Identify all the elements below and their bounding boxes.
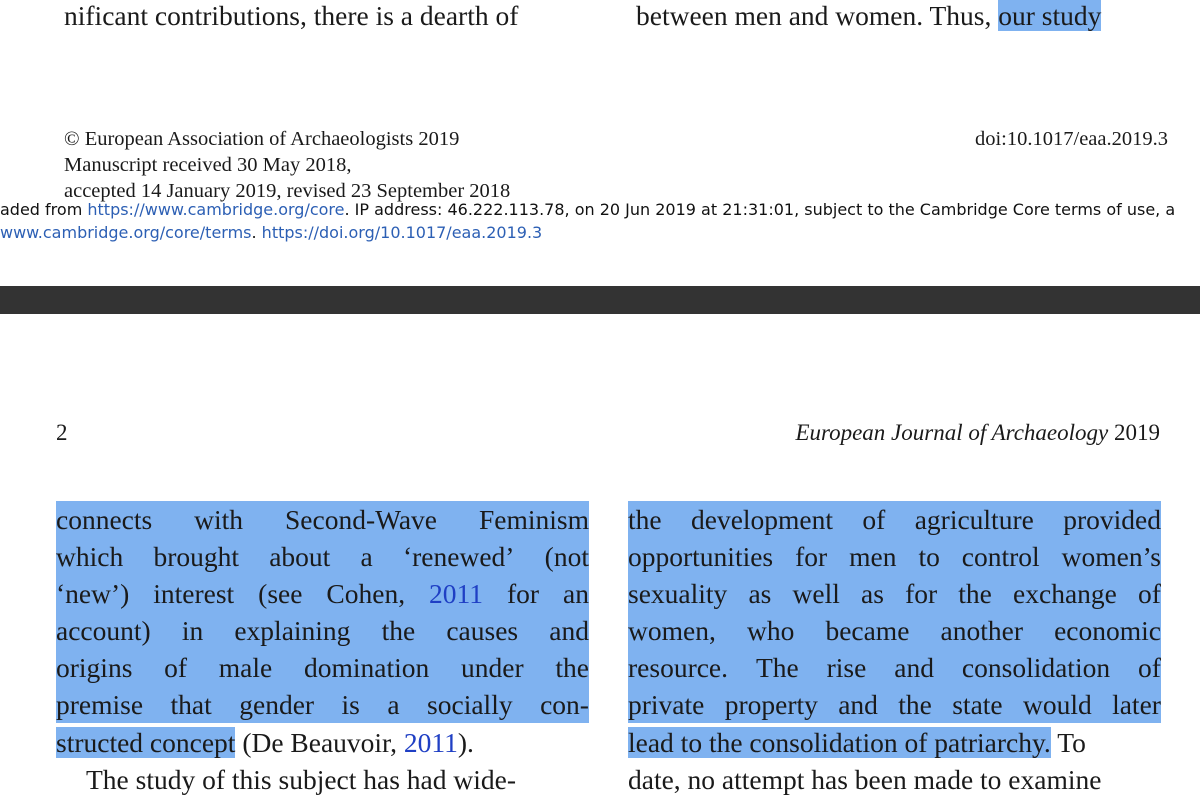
word: connects: [56, 504, 153, 535]
text-line[interactable]: [56, 649, 589, 686]
running-head: [795, 418, 1160, 448]
word: of: [164, 652, 188, 683]
text-line[interactable]: [628, 612, 1161, 649]
word: explaining: [234, 615, 351, 646]
word: male: [218, 652, 273, 683]
word: (not: [544, 541, 589, 572]
word: Feminism: [478, 504, 589, 535]
selected-text[interactable]: our study: [998, 0, 1102, 31]
page-number: 2: [56, 420, 68, 445]
copyright-notice: © European Association of Archaeologists 2019: [64, 128, 460, 150]
citation-close: ).: [457, 727, 474, 758]
text-line[interactable]: [628, 686, 1161, 723]
page-separator: [0, 286, 1200, 314]
word: with: [194, 504, 244, 535]
word: con-: [540, 689, 589, 720]
word: became: [825, 615, 910, 646]
word: that: [170, 689, 212, 720]
word: of: [862, 504, 886, 535]
journal-year: 2019: [1108, 420, 1160, 445]
left-last-line: [56, 724, 474, 761]
word: gender: [239, 689, 315, 720]
download-middle: . IP address: 46.222.113.78, on 20 Jun 2019 at 21:31:01, subject to the Cambridge Core terms of use, a: [344, 200, 1176, 219]
word: and: [549, 615, 589, 646]
download-notice-line1: [0, 199, 1175, 221]
word: is: [341, 689, 360, 720]
doi-link[interactable]: https://doi.org/10.1017/eaa.2019.3: [261, 223, 543, 242]
word: state: [952, 689, 1003, 720]
word: the: [958, 578, 992, 609]
text-line[interactable]: [628, 649, 1161, 686]
word: and: [894, 652, 934, 683]
word: account): [56, 615, 151, 646]
link-separator: .: [251, 223, 262, 242]
word: in: [181, 615, 204, 646]
word: a: [387, 689, 400, 720]
word: as: [861, 578, 884, 609]
text-line[interactable]: [56, 686, 589, 723]
word: for: [795, 541, 828, 572]
citation-link[interactable]: 2011: [429, 578, 484, 609]
terms-link[interactable]: www.cambridge.org/core/terms: [0, 223, 252, 242]
word: causes: [446, 615, 519, 646]
cambridge-core-link[interactable]: https://www.cambridge.org/core: [87, 200, 345, 219]
word: would: [1022, 689, 1092, 720]
word: agriculture: [914, 504, 1034, 535]
doi-label: doi:10.1017/eaa.2019.3: [974, 128, 1168, 150]
word: sexuality: [628, 578, 728, 609]
word: later: [1112, 689, 1161, 720]
word: Cohen,: [326, 578, 406, 609]
word: another: [940, 615, 1023, 646]
word: exchange: [1013, 578, 1117, 609]
word: for: [905, 578, 938, 609]
right-last-plain: To: [1050, 727, 1086, 758]
download-notice-line2: [0, 222, 542, 244]
text-line[interactable]: [56, 538, 589, 575]
download-prefix: aded from: [0, 200, 88, 219]
manuscript-received: Manuscript received 30 May 2018,: [64, 154, 352, 176]
word: a: [360, 541, 373, 572]
right-last-line: [628, 724, 1086, 761]
manuscript-accepted: accepted 14 January 2019, revised 23 September 2018: [64, 180, 511, 202]
word: the: [898, 689, 932, 720]
word: women’s: [1061, 541, 1161, 572]
text-line[interactable]: [56, 501, 589, 538]
word: domination: [303, 652, 430, 683]
word: provided: [1063, 504, 1161, 535]
journal-name: European Journal of Archaeology: [795, 420, 1109, 445]
word: men: [849, 541, 897, 572]
word: as: [748, 578, 772, 609]
word: (see: [258, 578, 303, 609]
citation-link[interactable]: 2011: [403, 727, 458, 758]
word: origins: [56, 652, 133, 683]
text-line[interactable]: [628, 575, 1161, 612]
word: property: [724, 689, 818, 720]
word: the: [628, 504, 662, 535]
selected-text[interactable]: structed concept: [56, 727, 236, 758]
word: rise: [826, 652, 867, 683]
text-line[interactable]: [56, 612, 589, 649]
word: an: [563, 578, 589, 609]
word: economic: [1054, 615, 1161, 646]
right-line-text: between men and women. Thus,: [636, 0, 992, 31]
word: the: [381, 615, 416, 646]
word: to: [918, 541, 940, 572]
word: who: [746, 615, 795, 646]
word: opportunities: [628, 541, 774, 572]
text-line[interactable]: [628, 538, 1161, 575]
word: of: [1138, 652, 1161, 683]
word: consolidation: [961, 652, 1111, 683]
word: which: [56, 541, 124, 572]
citation-text: (De Beauvoir,: [235, 727, 404, 758]
word: ‘renewed’: [402, 541, 515, 572]
word: development: [690, 504, 834, 535]
word: premise: [56, 689, 144, 720]
word: Second-Wave: [284, 504, 438, 535]
word: socially: [427, 689, 513, 720]
text-line[interactable]: [628, 501, 1161, 538]
word: of: [1138, 578, 1161, 609]
word: the: [555, 652, 589, 683]
prev-page-left-line: nificant contributions, there is a dearth of: [64, 0, 519, 31]
word: women,: [628, 615, 716, 646]
word: resource.: [628, 652, 729, 683]
word: control: [961, 541, 1040, 572]
text-line[interactable]: [56, 575, 589, 612]
word: and: [838, 689, 878, 720]
word: for: [506, 578, 540, 609]
word: under: [460, 652, 524, 683]
word: brought: [153, 541, 239, 572]
word: private: [628, 689, 705, 720]
left-cut-line: The study of this subject has had wide-: [86, 764, 516, 795]
word: well: [792, 578, 840, 609]
word: about: [269, 541, 331, 572]
prev-page-right-line: [636, 0, 1101, 36]
word: ‘new’): [56, 578, 130, 609]
word: The: [755, 652, 799, 683]
right-cut-line: date, no attempt has been made to examine: [628, 764, 1102, 795]
word: interest: [153, 578, 235, 609]
selected-text[interactable]: lead to the consolidation of patriarchy.: [628, 727, 1051, 758]
